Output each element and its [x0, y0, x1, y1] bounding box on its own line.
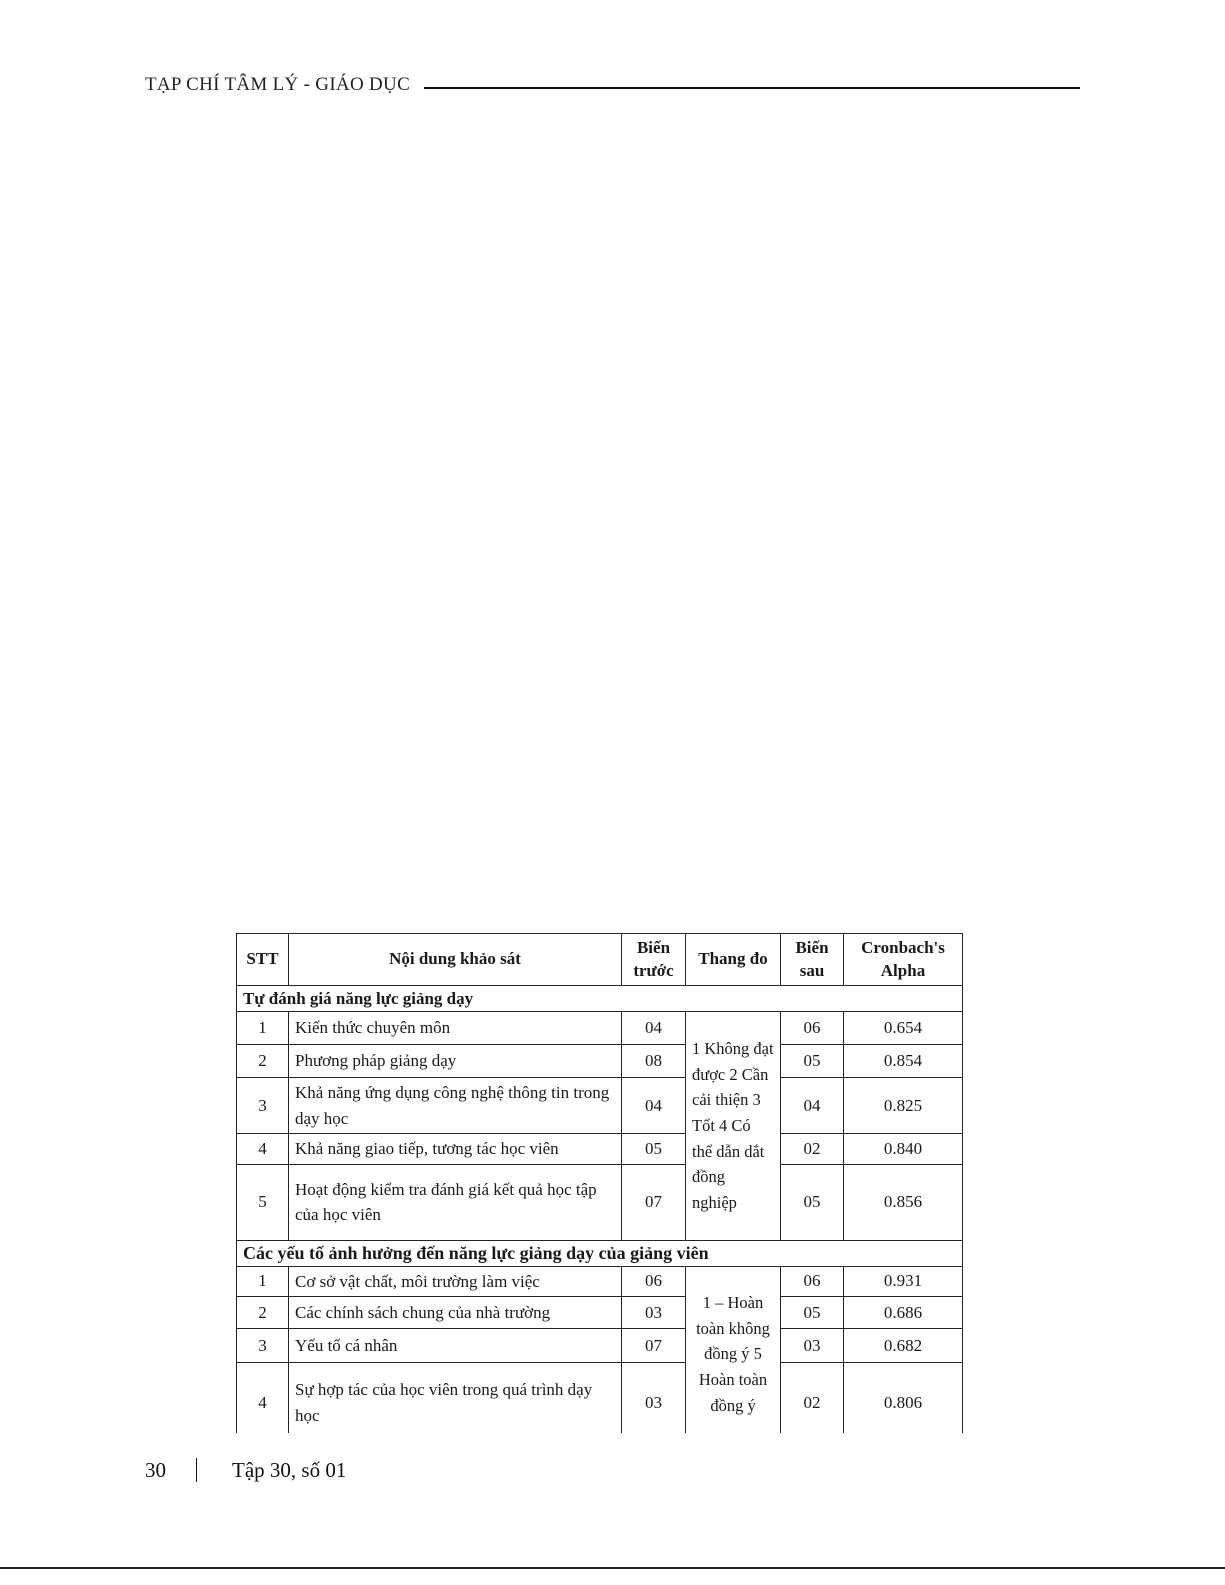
table-row: [237, 1012, 963, 1045]
cell-alpha: 0.682: [844, 1329, 963, 1363]
cell-stt: 1: [237, 1012, 289, 1045]
cell-content: Sự hợp tác của học viên trong quá trình dạy học: [289, 1363, 622, 1434]
cell-before: 04: [622, 1078, 686, 1134]
cell-stt: 3: [237, 1329, 289, 1363]
footer-separator: [196, 1458, 197, 1482]
cell-scale: 1 – Hoàn toàn không đồng ý 5 Hoàn toàn đồng ý: [686, 1266, 781, 1433]
cell-stt: 2: [237, 1297, 289, 1329]
cell-alpha: 0.686: [844, 1297, 963, 1329]
header-content: Nội dung khảo sát: [289, 934, 622, 986]
survey-table: [236, 933, 963, 1433]
cell-alpha: 0.854: [844, 1045, 963, 1078]
cell-alpha: 0.654: [844, 1012, 963, 1045]
table-row: [237, 1329, 963, 1363]
cell-stt: 1: [237, 1266, 289, 1297]
page-header: [145, 72, 1080, 98]
cell-stt: 5: [237, 1164, 289, 1240]
header-before: Biến trước: [622, 934, 686, 986]
cell-scale: 1 Không đạt được 2 Cần cải thiện 3 Tốt 4 Có thể dẫn dắt đồng nghiệp: [686, 1012, 781, 1241]
section-title: Tự đánh giá năng lực giảng dạy: [237, 986, 963, 1012]
cell-alpha: 0.825: [844, 1078, 963, 1134]
cell-content: Các chính sách chung của nhà trường: [289, 1297, 622, 1329]
cell-before: 08: [622, 1045, 686, 1078]
cell-alpha: 0.806: [844, 1363, 963, 1434]
cell-content: Hoạt động kiểm tra đánh giá kết quả học tập của học viên: [289, 1164, 622, 1240]
header-scale: Thang đo: [686, 934, 781, 986]
section-row: [237, 986, 963, 1012]
bottom-rule: [0, 1567, 1225, 1569]
cell-alpha: 0.856: [844, 1164, 963, 1240]
cell-after: 05: [781, 1045, 844, 1078]
page-footer: [145, 1455, 346, 1485]
table-row: [237, 1045, 963, 1078]
table-header-row: [237, 934, 963, 986]
table-row: [237, 1266, 963, 1297]
cell-before: 03: [622, 1297, 686, 1329]
issue-label: Tập 30, số 01: [232, 1457, 347, 1482]
cell-after: 06: [781, 1012, 844, 1045]
cell-alpha: 0.840: [844, 1134, 963, 1165]
header-alpha: Cronbach's Alpha: [844, 934, 963, 986]
section-row: [237, 1240, 963, 1266]
cell-before: 05: [622, 1134, 686, 1165]
table-row: [237, 1164, 963, 1240]
header-stt: STT: [237, 934, 289, 986]
survey-table-container: [236, 933, 971, 1433]
table-row: [237, 1297, 963, 1329]
journal-title: TẠP CHÍ TÂM LÝ - GIÁO DỤC: [145, 74, 411, 95]
cell-alpha: 0.931: [844, 1266, 963, 1297]
section-title: Các yếu tố ảnh hưởng đến năng lực giảng dạy của giảng viên: [237, 1240, 963, 1266]
cell-after: 04: [781, 1078, 844, 1134]
cell-stt: 3: [237, 1078, 289, 1134]
cell-after: 05: [781, 1297, 844, 1329]
table-row: [237, 1363, 963, 1434]
cell-after: 02: [781, 1363, 844, 1434]
cell-stt: 2: [237, 1045, 289, 1078]
cell-before: 04: [622, 1012, 686, 1045]
cell-before: 07: [622, 1329, 686, 1363]
cell-after: 06: [781, 1266, 844, 1297]
cell-stt: 4: [237, 1134, 289, 1165]
cell-content: Phương pháp giảng dạy: [289, 1045, 622, 1078]
header-rule: [424, 87, 1080, 89]
cell-before: 03: [622, 1363, 686, 1434]
cell-content: Cơ sở vật chất, môi trường làm việc: [289, 1266, 622, 1297]
cell-after: 03: [781, 1329, 844, 1363]
cell-content: Khả năng giao tiếp, tương tác học viên: [289, 1134, 622, 1165]
cell-after: 02: [781, 1134, 844, 1165]
header-after: Biến sau: [781, 934, 844, 986]
table-row: [237, 1078, 963, 1134]
cell-before: 06: [622, 1266, 686, 1297]
cell-stt: 4: [237, 1363, 289, 1434]
cell-content: Yếu tố cá nhân: [289, 1329, 622, 1363]
cell-after: 05: [781, 1164, 844, 1240]
table-row: [237, 1134, 963, 1165]
page-number: 30: [145, 1457, 166, 1482]
cell-before: 07: [622, 1164, 686, 1240]
cell-content: Khả năng ứng dụng công nghệ thông tin trong dạy học: [289, 1078, 622, 1134]
cell-content: Kiến thức chuyên môn: [289, 1012, 622, 1045]
